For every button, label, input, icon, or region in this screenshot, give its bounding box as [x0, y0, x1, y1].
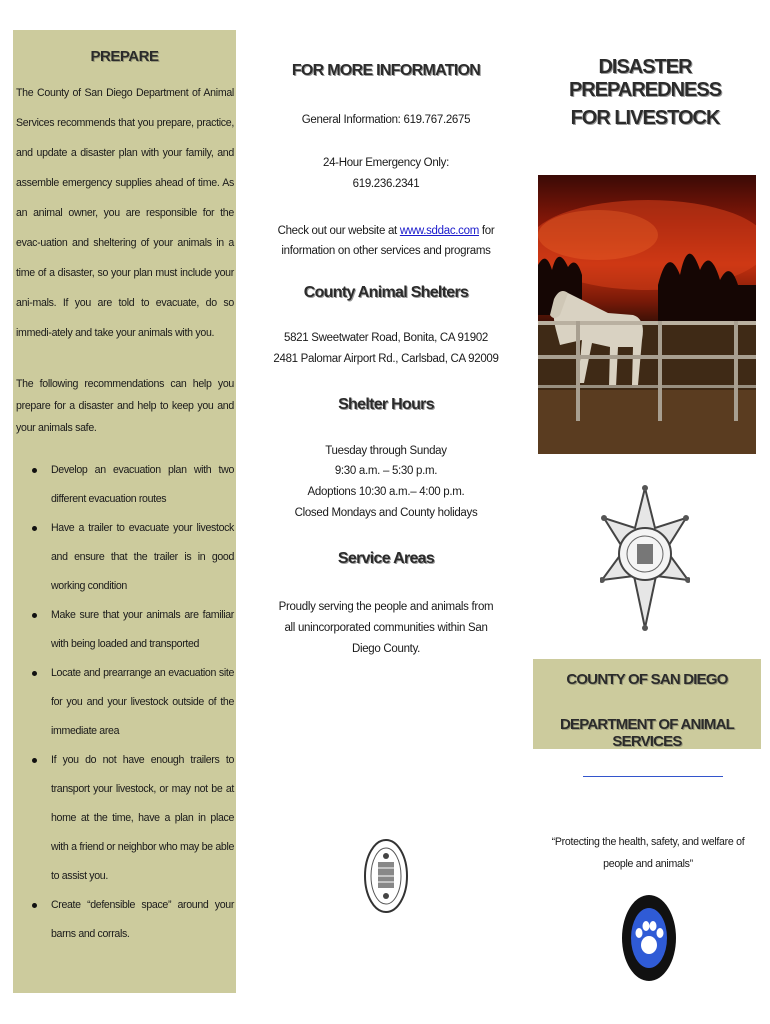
website-link[interactable]: www.sddac.com	[399, 225, 480, 237]
general-info: General Information: 619.767.2675	[301, 114, 471, 126]
org-name-line-2: DEPARTMENT OF ANIMAL SERVICES	[560, 716, 734, 750]
list-item: Have a trailer to evacuate your livestock and ensure that the trailer is in good working condition	[13, 514, 234, 601]
emergency-label: 24-Hour Emergency Only:	[322, 157, 450, 169]
areas-text: Proudly serving the people and animals from all unincorporated communities within San Diego County.	[278, 601, 494, 655]
intro-paragraph: The County of San Diego Department of Animal Services recommends that you prepare, practice, and update a disaster plan with your family, and assemble emergency supplies ahead of time. As an animal owner, you are responsible for the evac-uation and sheltering of your animals in a time of a disaster, so your plan must include your ani-mals. If you are told to evacuate, do so immedi-ately and take your animals with you.	[16, 87, 234, 339]
list-item: Develop an evacuation plan with two different evacuation routes	[13, 456, 234, 514]
bullet-icon	[32, 468, 37, 473]
shelter-address-bonita: 5821 Sweetwater Road, Bonita, CA 91902	[283, 332, 489, 344]
animal-services-paw-logo	[620, 893, 678, 983]
areas-heading: Service Areas	[337, 550, 435, 567]
county-seal-icon	[363, 838, 409, 914]
bullet-icon	[32, 671, 37, 676]
title-line-1: DISASTER PREPAREDNESS	[568, 56, 722, 101]
hours-closed: Closed Mondays and County holidays	[294, 507, 478, 519]
list-item: Create “defensible space” around your barns and corrals.	[13, 891, 234, 949]
bullet-icon	[32, 526, 37, 531]
mission-quote: “Protecting the health, safety, and welfare of people and animals”	[551, 836, 745, 870]
website-info: Check out our website at www.sddac.com for information on other services and programs	[277, 225, 495, 257]
recommendations-lead: The following recommendations can help you prepare for a disaster and help to keep you and your animals safe.	[16, 378, 234, 434]
hours-times: 9:30 a.m. – 5:30 p.m.	[334, 465, 438, 477]
horse-wildfire-photo	[538, 175, 756, 454]
list-item: If you do not have enough trailers to transport your livestock, or may not be at home at the time, have a plan in place with a friend or neighbor who may be able to assist you.	[13, 746, 234, 891]
list-item: Make sure that your animals are familiar with being loaded and transported	[13, 601, 234, 659]
animal-services-star-badge	[600, 484, 690, 632]
bullet-icon	[32, 758, 37, 763]
hours-heading: Shelter Hours	[338, 396, 434, 413]
hours-days: Tuesday through Sunday	[325, 445, 447, 457]
hours-adoptions: Adoptions 10:30 a.m.– 4:00 p.m.	[307, 486, 465, 498]
bullet-icon	[32, 903, 37, 908]
bullet-icon	[32, 613, 37, 618]
divider	[583, 776, 723, 777]
emergency-number: 619.236.2341	[352, 178, 420, 190]
more-info-heading: FOR MORE INFORMATION	[291, 62, 481, 79]
shelter-address-carlsbad: 2481 Palomar Airport Rd., Carlsbad, CA 92009	[273, 353, 499, 365]
list-item: Locate and prearrange an evacuation site for you and your livestock outside of the immediate area	[13, 659, 234, 746]
recommendations-list	[13, 456, 234, 949]
title-line-2: FOR LIVESTOCK	[570, 107, 720, 129]
prepare-heading: PREPARE	[90, 48, 159, 65]
prepare-panel	[13, 30, 236, 993]
photo-illustration	[538, 175, 756, 454]
org-name-line-1: COUNTY OF SAN DIEGO	[566, 671, 728, 688]
shelters-heading: County Animal Shelters	[303, 284, 469, 301]
